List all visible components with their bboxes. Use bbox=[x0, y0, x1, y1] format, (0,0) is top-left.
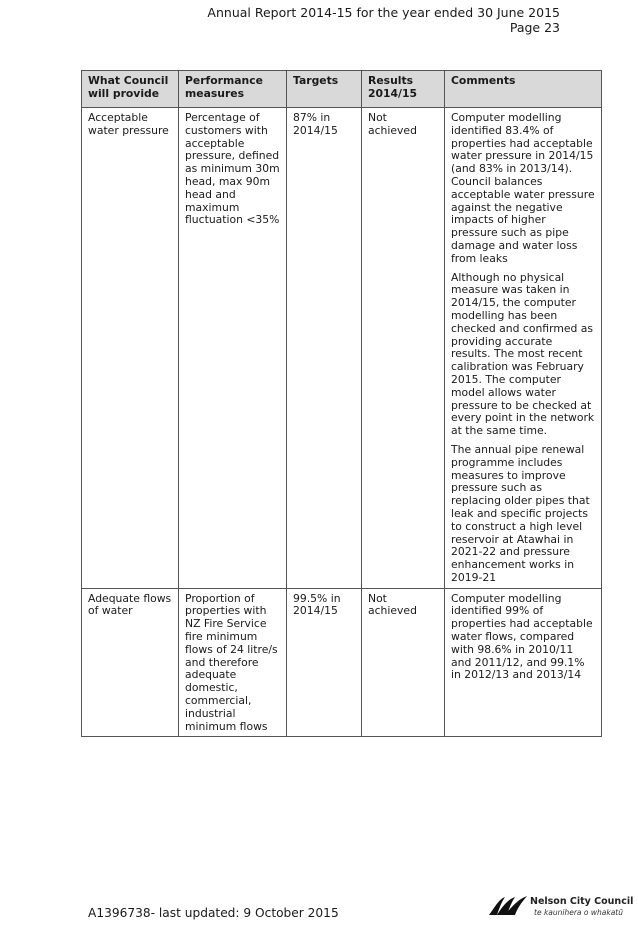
page-number: Page 23 bbox=[509, 20, 560, 35]
report-title: Annual Report 2014-15 for the year ended 30 June 2015 bbox=[207, 5, 560, 20]
nelson-council-logo-icon bbox=[487, 893, 529, 919]
comment-paragraph: Although no physical measure was taken in 2014/15, the computer modelling has been checked and confirmed as providing accurate results. The most recent calibration was February 2015. The computer model allows water pressure to be checked at every point in the network at the same time. bbox=[451, 270, 595, 438]
provide-cell: Adequate flows of water bbox=[82, 588, 179, 737]
column-header: Comments bbox=[445, 71, 602, 108]
document-id-footer: A1396738- last updated: 9 October 2015 bbox=[88, 906, 339, 920]
page-header bbox=[207, 5, 560, 35]
table-row bbox=[82, 588, 602, 737]
council-logo bbox=[487, 893, 634, 919]
comment-paragraph: The annual pipe renewal programme includes measures to improve pressure such as replacing older pipes that leak and specific projects to construct a high level reservoir at Atawhai in 2021-22 and pressure enhancement works in 2019-21 bbox=[451, 442, 590, 584]
logo-name: Nelson City Council bbox=[530, 896, 634, 907]
comment-paragraph: Computer modelling identified 99% of properties had acceptable water flows, compared with 98.6% in 2010/11 and 2011/12, and 99.1% in 2012/13 and 2013/14 bbox=[451, 591, 593, 682]
comment-paragraph: Computer modelling identified 83.4% of properties had acceptable water pressure in 2014/15 (and 83% in 2013/14). Council balances acceptable water pressure against the negative impacts of higher pressure such as pipe damage and water loss from leaks bbox=[451, 111, 595, 265]
measure-cell: Percentage of customers with acceptable pressure, defined as minimum 30m head, max 90m head and maximum fluctuation <35% bbox=[179, 108, 287, 589]
target-cell: 87% in 2014/15 bbox=[287, 108, 362, 589]
table-header-row bbox=[82, 71, 602, 108]
comments-cell bbox=[445, 588, 602, 737]
column-header: Performance measures bbox=[179, 71, 287, 108]
column-header: What Council will provide bbox=[82, 71, 179, 108]
provide-cell: Acceptable water pressure bbox=[82, 108, 179, 589]
logo-tagline: te kaunihera o whakatū bbox=[534, 908, 623, 917]
result-cell: Not achieved bbox=[362, 588, 445, 737]
measure-cell: Proportion of properties with NZ Fire Service fire minimum flows of 24 litre/s and therefore adequate domestic, commercial, industrial minimum flows bbox=[179, 588, 287, 737]
target-cell: 99.5% in 2014/15 bbox=[287, 588, 362, 737]
table-row bbox=[82, 108, 602, 589]
result-cell: Not achieved bbox=[362, 108, 445, 589]
comments-cell bbox=[445, 108, 602, 589]
performance-table bbox=[81, 70, 602, 737]
column-header: Targets bbox=[287, 71, 362, 108]
column-header: Results 2014/15 bbox=[362, 71, 445, 108]
